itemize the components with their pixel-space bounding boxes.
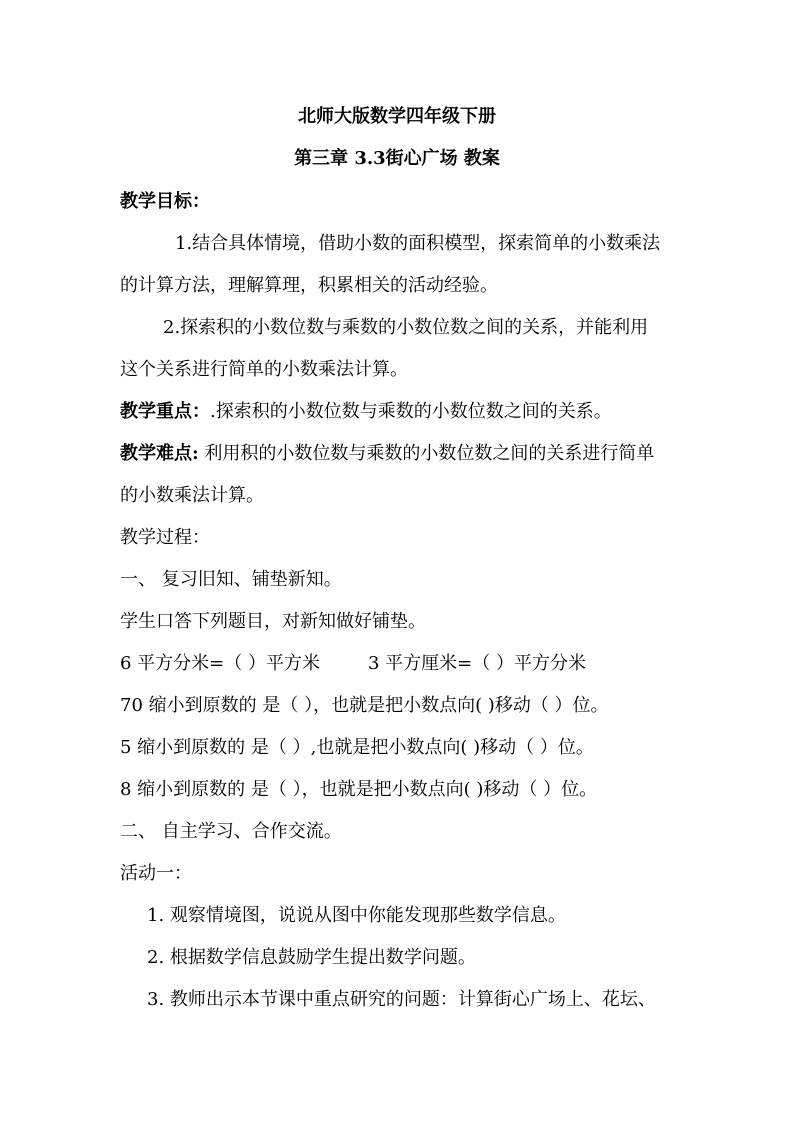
document-title: 北师大版数学四年级下册 — [298, 106, 496, 127]
conversion-question-a: 6 平方分米=（ ）平方米 — [120, 653, 320, 674]
key-text: .探索积的小数位数与乘数的小数位数之间的关系。 — [210, 401, 612, 422]
section-1-heading: 一、 复习旧知、铺垫新知。 — [120, 569, 342, 590]
key-label: 教学重点： — [120, 401, 210, 422]
document-subtitle: 第三章 3.3街心广场 教案 — [294, 148, 500, 169]
teaching-key-point — [120, 400, 612, 424]
difficulty-label: 教学难点: — [120, 443, 199, 464]
activity-step-3: 3. 教师出示本节课中重点研究的问题：计算街心广场上、花坛、 — [147, 989, 656, 1010]
goal-2-line-2: 这个关系进行简单的小数乘法计算。 — [120, 359, 408, 380]
goal-1-line-2: 的计算方法，理解算理，积累相关的活动经验。 — [120, 275, 498, 296]
goal-2-line-1: 2.探索积的小数位数与乘数的小数位数之间的关系，并能利用 — [163, 317, 649, 338]
process-heading: 教学过程： — [120, 527, 210, 548]
activity-step-2: 2. 根据数学信息鼓励学生提出数学问题。 — [147, 947, 476, 968]
shrink-question-3: 8 缩小到原数的 是（ ），也就是把小数点向( )移动（ ）位。 — [120, 779, 598, 800]
difficulty-line-2: 的小数乘法计算。 — [120, 485, 264, 506]
difficulty-text: 利用积的小数位数与乘数的小数位数之间的关系进行简单 — [198, 443, 655, 464]
teaching-difficulty — [120, 442, 654, 466]
unit-conversion-line — [120, 652, 586, 676]
goals-heading: 教学目标： — [120, 191, 210, 212]
activity-1-heading: 活动一： — [120, 863, 192, 884]
section-2-heading: 二、 自主学习、合作交流。 — [120, 821, 342, 842]
shrink-question-2: 5 缩小到原数的 是（ ）,也就是把小数点向( )移动（ ）位。 — [120, 737, 594, 758]
section-1-intro: 学生口答下列题目，对新知做好铺垫。 — [120, 611, 426, 632]
conversion-question-b: 3 平方厘米=（ ）平方分米 — [367, 653, 586, 674]
shrink-question-1: 70 缩小到原数的 是（ ），也就是把小数点向( )移动（ ）位。 — [120, 695, 609, 716]
activity-step-1: 1. 观察情境图，说说从图中你能发现那些数学信息。 — [147, 905, 566, 926]
goal-1-line-1: 1.结合具体情境，借助小数的面积模型，探索简单的小数乘法 — [175, 233, 661, 254]
